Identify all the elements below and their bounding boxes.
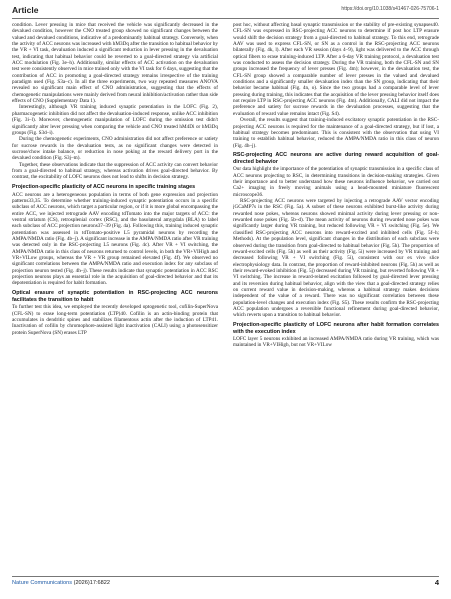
journal-name[interactable]: Nature Communications <box>12 580 73 586</box>
paragraph: Overall, the results suggest that training-induced excitatory synaptic potentiation in the RSC-projecting ACC neurons is required for the maintenance of a goal-directed strategy, but if lost, a habitual strategy becomes predominant. This is consistent with the observation that using VI training to establish habitual behavior, reduced the AMPA/NMDA ratio in this class of neuron (Fig. 4h–j). <box>233 117 439 149</box>
article-label: Article <box>12 5 39 15</box>
paragraph: RSC-projecting ACC neurons were targeted by injecting a retrograde AAV vector encoding jGCaMP7s in the RSC (Fig. 5a). A subset of these neurons exhibited burst-like activity during rewarded nose pokes, whereas neurons showed minimal activity during lever pressing or non-rewarded nose pokes (Fig. 5b–d). The mean activity of neurons during rewarded nose pokes was significantly larger during VR training, but reduced following VR + VI switching (Fig. 5e). We classified RSC-projecting ACC neurons into reward-excited and inhibited cells (Fig. 5f–h; Methods). At the population level, significant changes in the distribution of each subclass were observed during the transition from goal-directed to habitual behavior (Fig. 5h). The proportion of reward-excited cells (Fig. 5h) as well as their activity (Fig. 5i) were increased by VR training and decreased following VR + VI switching (Fig. 5i), consistent with our ex vivo slice electrophysiology data. In contrast, the proportion of reward-inhibited neurons (Fig. 5h) as well as their reward-evoked inhibition (Fig. 5j) decreased during VR training, but reverted following VR + VI switching. The increase in reward-related excitation followed by goal-directed lever pressing and its reversion during habitual behavior, align with the view that a goal-directed strategy relies on current reward value in decision-making, whereas a habitual strategy makes decisions independent of the value of a reward. There was no significant correlation between these population-level changes and execution index (Fig. S5). These results confirm the RSC-projecting ACC population undergoes a reversible functional refinement during goal-directed behavior, which reverts upon a transition to habitual behavior. <box>233 198 439 319</box>
header-rule <box>12 18 439 19</box>
paragraph: ACC neurons are a heterogeneous population in terms of both gene expression and projection patterns33,35. To determine whether training-induced synaptic potentiation occurs in a specific subclass of ACC neurons, which target a particular region, or if it is more global encompassing the entire ACC, we injected retrograde AAV encoding tdTomato into the major targets of ACC: the ventral striatum (CS), retrosplenial cortex (RSC), and the basolateral amygdala (BLA) to label each subclass of ACC projection neurons37–39 (Fig. 4a). Following this, training induced synaptic potentiation was assessed in tdTomato-positive L5 pyramidal neurons by recording the AMPA/NMDA ratio (Fig. 4b–j). A significant increase in the AMPA/NMDA ratio after VR training was detected only in the RSC-projecting L5 neurons (Fig. 4c). After VR + VI switching, the AMPA/NMDA ratio in this class of neurons returned to control levels, in both the VR+VIHigh and VR+VILow groups, whereas the VR + VR group remained elevated (Fig. 4f). We observed no significant correlations between the AMPA/NMDA ratio and execution index for any subclass of projection neuron tested (Fig. 4h–j). These results indicate that synaptic potentiation in ACC RSC projection neurons plays an essential role in the acquisition of goal-directed behavior and that its depotentiation is required for habit formation. <box>12 191 218 287</box>
page-number: 4 <box>434 578 439 587</box>
paragraph: During the chemogenetic experiments, CNO administration did not affect preference or satiety for sucrose rewards in the devaluation tests, as no significant changes were detected in sucrose/chow intake balance, or reduction in nose poking at the reward delivery port in the devalued condition (Fig. S3j–m). <box>12 136 218 162</box>
paragraph: condition. Lever pressing in mice that received the vehicle was significantly decreased in the devalued condition, however the CNO treated group showed no significant changes between the valued and devalued conditions, indicative of a predominantly habitual strategy. Conversely, when the activity of ACC neurons was increased with hM3Dq after the transition to habitual behavior by the VR + VI task, devaluation induced a significant reduction in lever pressing in the devaluation test, indicating that habitual behavior could be reverted to a goal-directed strategy via artificial ACC modulation (Fig. 3e–h). Additionally, similar effects of ACC activation on the devaluation test were consistently observed in mice trained only with the VI task for 6 days, suggesting that the contribution of ACC in promoting a goal-directed strategy remains irrespective of the training paradigm used (Fig. S3a–c). In all the three experiments, two way repeated measures ANOVA revealed no significant main effect of CNO administration, suggesting that the effects of chemogenetic manipulations were mainly derived from neural inhibition/activation rather than side effects of CNO (Supplementary Data 1). <box>12 22 218 105</box>
section-heading: RSC-projecting ACC neurons are active during reward acquisition of goal-directed behavior <box>233 152 439 165</box>
footer-journal <box>12 580 110 586</box>
citation: (2026)17:6822 <box>73 580 110 586</box>
footer-rule <box>12 576 439 577</box>
paragraph: LOFC layer 5 neurons exhibited an increased AMPA/NMDA ratio during VR training, which was maintained in VR+VIHigh, but not VR+VILow <box>233 336 439 349</box>
section-heading: Projection-specific plasticity of LOFC neurons after habit formation correlates with the execution index <box>233 322 439 335</box>
section-heading: Projection-specific plasticity of ACC neurons in specific training stages <box>12 184 196 191</box>
doi-link[interactable]: https://doi.org/10.1038/s41467-026-75706-1 <box>341 6 439 12</box>
paragraph: post hoc, without affecting basal synaptic transmission or the stability of pre-existing synapses40. CFL-SN was expressed in RSC-projecting ACC neurons to determine if post hoc LTP erasure would shift the decision strategy from a goal-directed to habitual strategy. To this end, retrograde AAV was used to express CFL-SN, or SN as a control in the RSC-projecting ACC neurons bilaterally (Fig. 4k, l). After each VR session (days 4–9), light was delivered to the ACC through optical fibers to erase training-induced LTP. After a 6-day VR training protocol, a devaluation test was conducted to assess the decision strategy. During the VR training, both the CFL-SN and SN groups increased the frequency of lever presses (Fig. 4m); however, in the devaluation test, the CFL-SN group showed a comparable number of lever presses in the valued and devalued conditions and a significantly smaller devaluation index than the SN group, indicating that their behavior became habitual (Fig. 4n, o). Since the two groups had a comparable level of lever pressing during training, this indicates that the acquisition of the lever pressing behavior itself does not require LTP in RSC-projecting ACC neurons (Fig. 4m). Additionally, CALI did not impact the preference and satiety for sucrose rewards in the devaluation processes, suggesting that the evaluation of reward value remains intact (Fig. S4). <box>233 22 439 117</box>
right-column <box>233 22 439 570</box>
paragraph: Interestingly, although VR training induced synaptic potentiation in the LOFC (Fig. 2), pharmacogenetic inhibition did not affect the devaluation-induced response, unlike ACC inhibition (Fig. 3i–l). Moreover, chemogenetic manipulation of LOFC during the omission test didn't significantly alter lever pressing when comparing the vehicle and CNO treated hM4Di or hM3Dq groups (Fig. S3d–i). <box>12 104 218 136</box>
left-column <box>12 22 218 570</box>
paragraph: Our data highlight the importance of the potentiation of synaptic transmission in a specific class of ACC neurons projecting to RSC, in determining transitions in decision-making strategies. Given their importance and to better understand how these neurons influence behavior, we carried out Ca2+ imaging in freely moving animals using a head-mounted miniature fluorescent microscope36. <box>233 166 439 198</box>
paragraph: To further test this idea, we employed the recently developed optogenetic tool, cofilin-SuperNova (CFL-SN) to erase long-term potentiation (LTP)40. Cofilin is an actin-binding protein that accumulates in dendritic spines and stabilizes filamentous actin after the induction of LTP41. Inactivation of cofilin by chromophore-assisted light inactivation (CALI) using a photosensitizer protein SuperNova (SN) erases LTP <box>12 304 218 336</box>
paragraph: Together, these observations indicate that the suppression of ACC activity can convert behavior from a goal-directed to habitual strategy, whereas activation drives goal-directed behavior. By contrast, the excitability of LOFC neurons does not lead to shifts in decision strategy. <box>12 161 218 181</box>
section-heading: Optical erasure of synaptic potentiation in RSC-projecting ACC neurons facilitates the transition to habit <box>12 290 218 303</box>
